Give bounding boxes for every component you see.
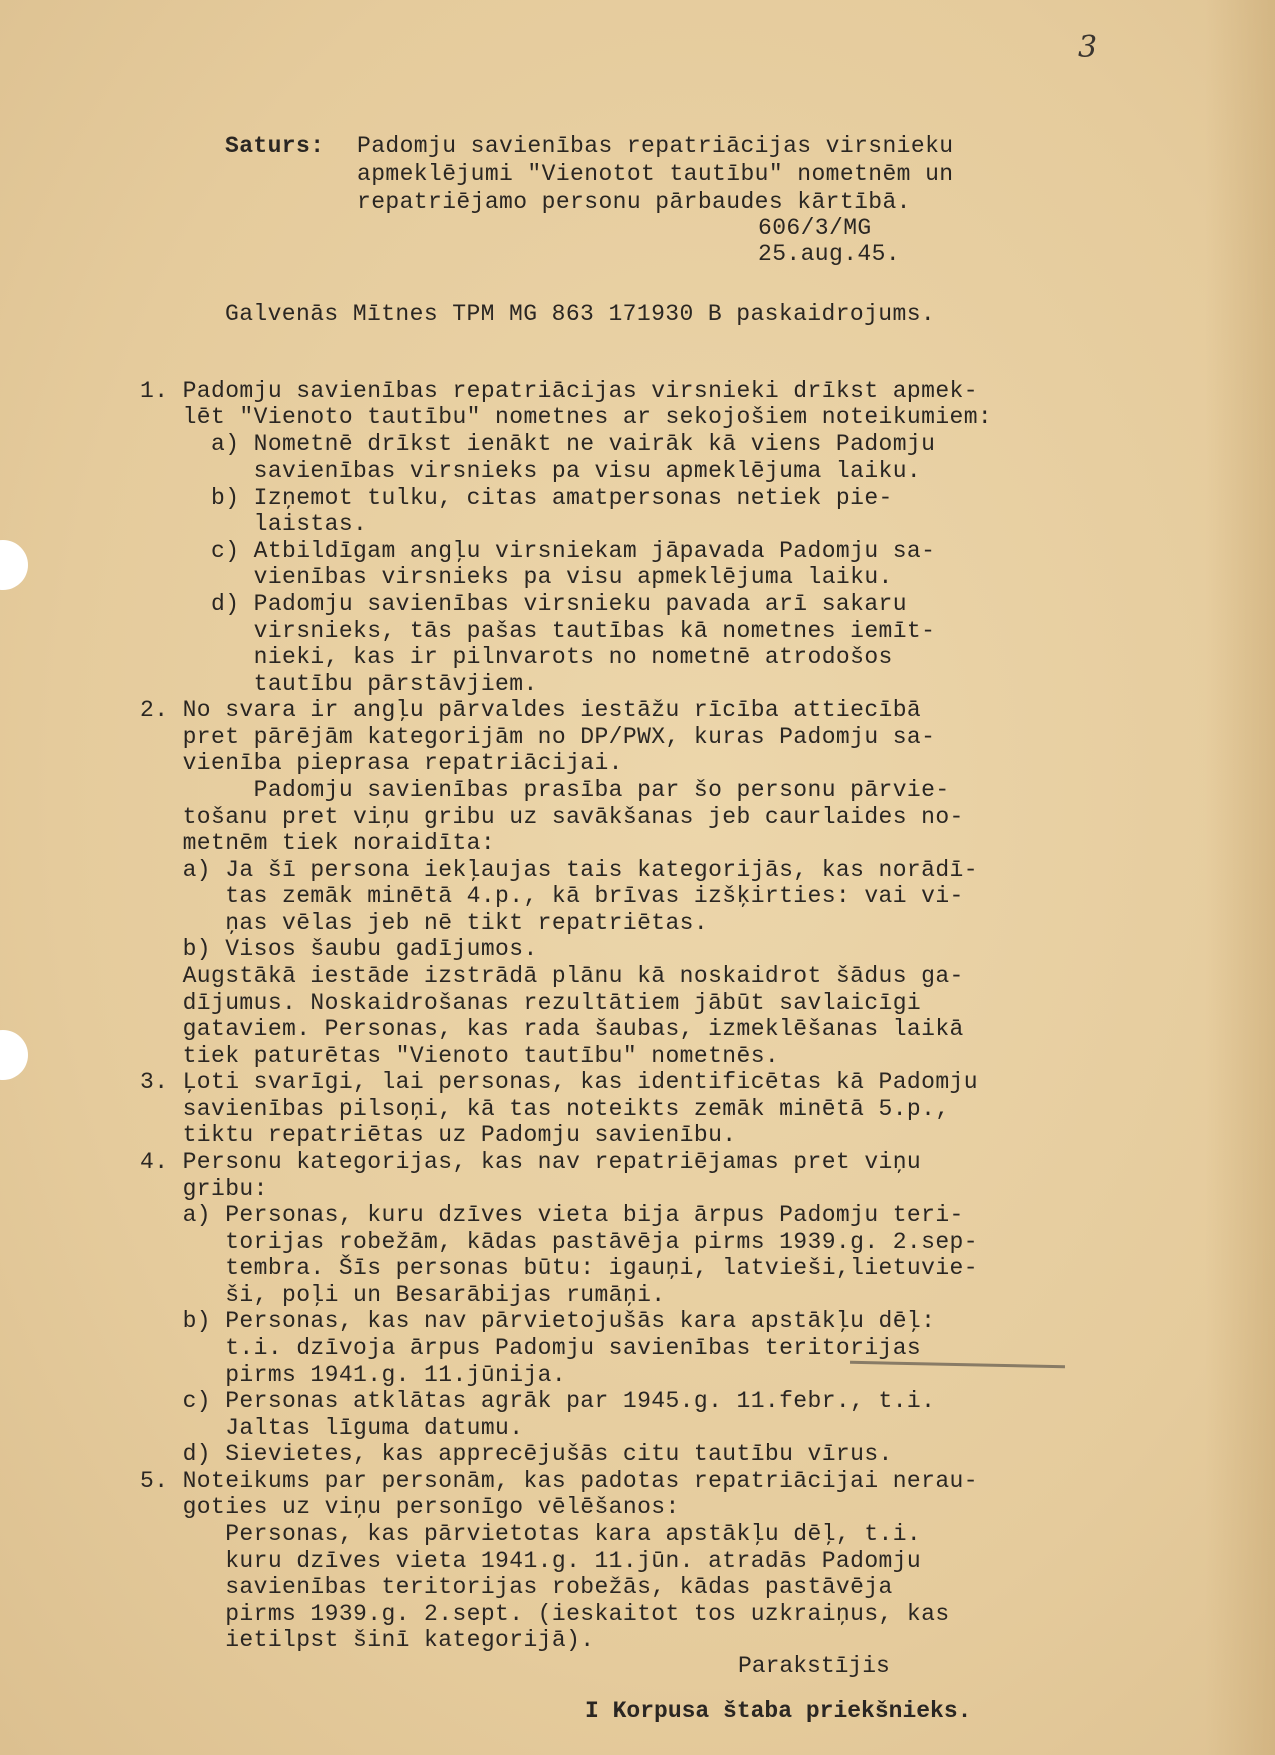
page-number: 3 — [1078, 30, 1098, 65]
body-line: tas zemāk minētā 4.p., kā brīvas izšķirties: vai vi- — [140, 883, 964, 909]
body-line: metnēm tiek noraidīta: — [140, 830, 496, 856]
body-line: savienības teritorijas robežās, kādas pastāvēja — [140, 1574, 893, 1600]
body-line: Personas, kas pārvietotas kara apstākļu dēļ, t.i. — [140, 1521, 922, 1547]
body-line: Padomju savienības prasība par šo personu pārvie- — [140, 777, 950, 803]
body-line: savienības pilsoņi, kā tas noteikts zemāk minētā 5.p., — [140, 1096, 950, 1122]
body-line: tiktu repatriētas uz Padomju savienību. — [140, 1122, 737, 1148]
body-line: savienības virsnieks pa visu apmeklējuma laiku. — [140, 458, 922, 484]
header-label: Saturs: — [225, 133, 325, 159]
body-line: goties uz viņu personīgo vēlēšanos: — [140, 1494, 680, 1520]
body-line: 1. Padomju savienības repatriācijas virsnieki drīkst apmek- — [140, 378, 978, 404]
body-line: torijas robežām, kādas pastāvēja pirms 1939.g. 2.sep- — [140, 1229, 978, 1255]
body-line: ši, poļi un Besarābijas rumāņi. — [140, 1282, 666, 1308]
body-line: 5. Noteikums par personām, kas padotas repatriācijai nerau- — [140, 1468, 978, 1494]
body-line: dījumus. Noskaidrošanas rezultātiem jābūt savlaicīgi — [140, 990, 922, 1016]
body-line: pirms 1941.g. 11.jūnija. — [140, 1362, 567, 1388]
body-line: vienības virsnieks pa visu apmeklējuma laiku. — [140, 564, 893, 590]
body-line: 3. Ļoti svarīgi, lai personas, kas identificētas kā Padomju — [140, 1069, 978, 1095]
body-line: laistas. — [140, 511, 368, 537]
body-line: b) Visos šaubu gadījumos. — [140, 936, 538, 962]
body-line: b) Izņemot tulku, citas amatpersonas netiek pie- — [140, 485, 893, 511]
body-line: gataviem. Personas, kas rada šaubas, izmeklēšanas laikā — [140, 1016, 964, 1042]
body-line: gribu: — [140, 1176, 268, 1202]
body-line: ietilpst šinī kategorijā). — [140, 1627, 595, 1653]
body-line: 2. No svara ir angļu pārvaldes iestāžu rīcība attiecībā — [140, 697, 922, 723]
body-line: virsnieks, tās pašas tautības kā nometnes iemīt- — [140, 618, 936, 644]
paper-edge-shadow — [1205, 0, 1275, 1755]
punch-hole-top — [0, 540, 28, 590]
body-line: d) Padomju savienības virsnieku pavada arī sakaru — [140, 591, 907, 617]
document-subtitle: Galvenās Mītnes TPM MG 863 171930 B paskaidrojums. — [225, 301, 936, 327]
body-line: nieki, kas ir pilnvarots no nometnē atrodošos — [140, 644, 893, 670]
body-line: tiek paturētas "Vienoto tautību" nometnēs. — [140, 1043, 780, 1069]
body-line: c) Atbildīgam angļu virsniekam jāpavada Padomju sa- — [140, 538, 936, 564]
body-line: a) Personas, kuru dzīves vieta bija ārpus Padomju teri- — [140, 1202, 964, 1228]
body-line: kuru dzīves vieta 1941.g. 11.jūn. atradās Padomju — [140, 1548, 922, 1574]
body-line: t.i. dzīvoja ārpus Padomju savienības teritorijas — [140, 1335, 922, 1361]
body-line: lēt "Vienoto tautību" nometnes ar sekojošiem noteikumiem: — [140, 404, 993, 430]
body-line: vienība pieprasa repatriācijai. — [140, 750, 623, 776]
body-line: b) Personas, kas nav pārvietojušās kara apstākļu dēļ: — [140, 1308, 936, 1334]
header-date: 25.aug.45. — [758, 241, 901, 267]
body-line: a) Nometnē drīkst ienākt ne vairāk kā viens Padomju — [140, 431, 936, 457]
body-line: tošanu pret viņu gribu uz savākšanas jeb caurlaides no- — [140, 804, 964, 830]
header-reference: 606/3/MG — [758, 215, 872, 241]
body-line: d) Sievietes, kas apprecējušās citu tautību vīrus. — [140, 1441, 893, 1467]
body-line: 4. Personu kategorijas, kas nav repatriējamas pret viņu — [140, 1149, 922, 1175]
pencil-underline — [850, 1361, 1065, 1369]
body-line: c) Personas atklātas agrāk par 1945.g. 11.febr., t.i. — [140, 1388, 936, 1414]
signature-label: Parakstījis — [738, 1653, 890, 1679]
body-line: pret pārējām kategorijām no DP/PWX, kuras Padomju sa- — [140, 724, 936, 750]
punch-hole-bottom — [0, 1030, 28, 1080]
header-subject-line-1: Padomju savienības repatriācijas virsnieku — [357, 133, 954, 159]
body-line: a) Ja šī persona iekļaujas tais kategorijās, kas norādī- — [140, 857, 978, 883]
body-line: ņas vēlas jeb nē tikt repatriētas. — [140, 910, 709, 936]
body-line: Jaltas līguma datumu. — [140, 1415, 524, 1441]
header-subject-line-2: apmeklējumi "Vienotot tautību" nometnēm un — [357, 161, 954, 187]
body-line: tembra. Šīs personas būtu: igauņi, latvieši,lietuvie- — [140, 1255, 978, 1281]
signature-title: I Korpusa štaba priekšnieks. — [585, 1698, 972, 1724]
body-line: pirms 1939.g. 2.sept. (ieskaitot tos uzkraiņus, kas — [140, 1601, 950, 1627]
body-line: tautību pārstāvjiem. — [140, 671, 538, 697]
header-subject-line-3: repatriējamo personu pārbaudes kārtībā. — [357, 189, 911, 215]
body-line: Augstākā iestāde izstrādā plānu kā noskaidrot šādus ga- — [140, 963, 964, 989]
